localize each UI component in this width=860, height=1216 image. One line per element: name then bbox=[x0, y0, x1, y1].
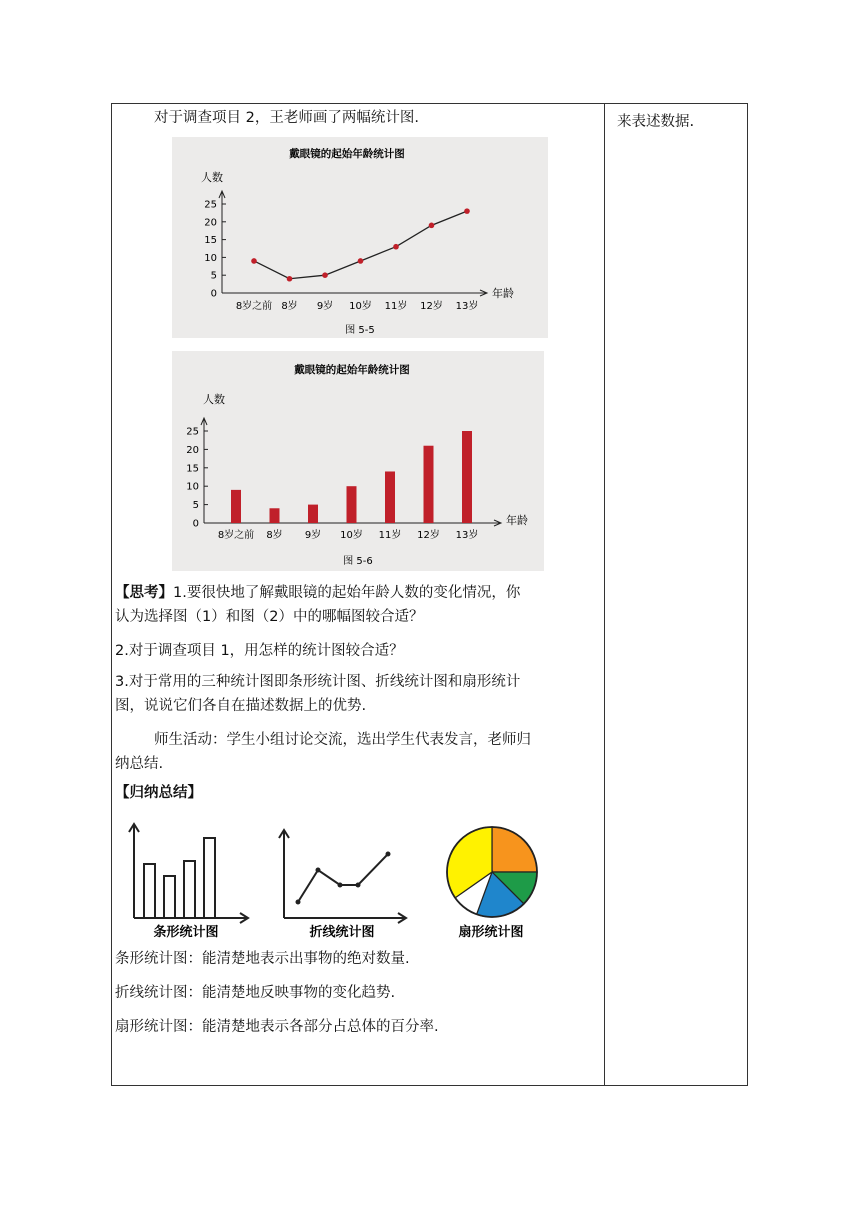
y-tick-label: 20 bbox=[186, 444, 199, 456]
line-chart-ylabel: 人数 bbox=[201, 171, 223, 184]
x-tick-label: 12岁 bbox=[417, 530, 440, 541]
y-tick-label: 20 bbox=[204, 217, 217, 229]
bar-chart-icon bbox=[129, 824, 248, 923]
pie-description: 扇形统计图：能清楚地表示各部分占总体的百分率. bbox=[115, 1019, 439, 1035]
data-point bbox=[322, 272, 328, 278]
bar-chart-caption: 图 5-6 bbox=[343, 556, 373, 567]
line-chart-title: 戴眼镜的起始年龄统计图 bbox=[289, 148, 405, 160]
side-cell bbox=[605, 104, 747, 1085]
bar-chart-ylabel: 人数 bbox=[203, 393, 225, 406]
bar bbox=[231, 490, 241, 523]
bar-chart-figure bbox=[172, 351, 544, 571]
pie-chart-icon-label: 扇形统计图 bbox=[458, 925, 524, 940]
side-text: 来表述数据. bbox=[617, 114, 695, 130]
bar bbox=[347, 486, 357, 523]
lesson-table bbox=[111, 103, 748, 1086]
bar bbox=[270, 508, 280, 523]
y-tick-label: 15 bbox=[204, 235, 217, 247]
think-tag: 【思考】 bbox=[115, 585, 173, 601]
data-point bbox=[464, 208, 470, 214]
x-tick-label: 11岁 bbox=[384, 301, 408, 312]
y-tick-label: 0 bbox=[210, 288, 217, 300]
data-point bbox=[429, 223, 435, 229]
think-q3-line2: 图，说说它们各自在描述数据上的优势. bbox=[115, 698, 367, 714]
data-point bbox=[393, 244, 399, 250]
y-tick-label: 5 bbox=[210, 270, 217, 282]
x-tick-label: 10岁 bbox=[349, 301, 372, 312]
think-q1-text: 1.要很快地了解戴眼镜的起始年龄人数的变化情况，你 bbox=[173, 585, 521, 601]
x-tick-label: 13岁 bbox=[455, 530, 479, 541]
summary-tag: 【归纳总结】 bbox=[115, 785, 202, 801]
pie-chart-icon bbox=[447, 827, 537, 917]
y-tick-label: 25 bbox=[204, 199, 217, 211]
data-point bbox=[287, 276, 293, 282]
think-q1-line1 bbox=[115, 581, 520, 605]
activity-line1: 师生活动：学生小组讨论交流，选出学生代表发言，老师归 bbox=[154, 732, 531, 748]
x-tick-label: 8岁 bbox=[266, 530, 283, 541]
activity-line2: 纳总结. bbox=[115, 756, 164, 772]
line-chart-icon bbox=[279, 830, 406, 923]
main-cell bbox=[112, 104, 604, 1085]
x-tick-label: 9岁 bbox=[304, 530, 322, 541]
x-tick-label: 11岁 bbox=[378, 530, 402, 541]
x-tick-label: 13岁 bbox=[455, 301, 479, 312]
think-q3-line1: 3.对于常用的三种统计图即条形统计图、折线统计图和扇形统计 bbox=[115, 674, 521, 690]
x-tick-label: 12岁 bbox=[420, 301, 443, 312]
think-q1-line2: 认为选择图（1）和图（2）中的哪幅图较合适？ bbox=[115, 609, 424, 625]
x-tick-label: 8岁之前 bbox=[235, 301, 273, 312]
line-chart-figure bbox=[172, 137, 548, 338]
bar-chart-icon-label: 条形统计图 bbox=[153, 925, 219, 940]
x-tick-label: 8岁之前 bbox=[217, 530, 255, 541]
x-tick-label: 10岁 bbox=[340, 530, 363, 541]
line-chart-xlabel: 年龄 bbox=[492, 287, 514, 300]
bar-description: 条形统计图：能清楚地表示出事物的绝对数量. bbox=[115, 951, 410, 967]
bar bbox=[308, 505, 318, 523]
x-tick-label: 9岁 bbox=[316, 301, 334, 312]
y-tick-label: 5 bbox=[192, 500, 199, 512]
data-point bbox=[358, 258, 364, 264]
data-point bbox=[251, 258, 257, 264]
line-chart bbox=[172, 137, 548, 338]
line-chart-icon-label: 折线统计图 bbox=[309, 925, 375, 940]
bar-chart-title: 戴眼镜的起始年龄统计图 bbox=[294, 364, 410, 376]
y-tick-label: 10 bbox=[186, 481, 199, 493]
line-description: 折线统计图：能清楚地反映事物的变化趋势. bbox=[115, 985, 396, 1001]
bar-chart-xlabel: 年龄 bbox=[506, 514, 528, 527]
x-tick-label: 8岁 bbox=[281, 301, 298, 312]
y-tick-label: 25 bbox=[186, 426, 199, 438]
y-tick-label: 10 bbox=[204, 252, 217, 264]
summary-icons bbox=[122, 816, 597, 941]
series-line bbox=[254, 211, 467, 279]
bar-chart bbox=[172, 351, 544, 571]
bar bbox=[462, 431, 472, 523]
think-q2: 2.对于调查项目 1，用怎样的统计图较合适？ bbox=[115, 643, 404, 659]
y-tick-label: 15 bbox=[186, 463, 199, 475]
bar bbox=[424, 446, 434, 523]
y-tick-label: 0 bbox=[192, 518, 199, 530]
bar bbox=[385, 471, 395, 523]
intro-text: 对于调查项目 2，王老师画了两幅统计图. bbox=[154, 110, 419, 126]
line-chart-caption: 图 5-5 bbox=[345, 325, 375, 336]
